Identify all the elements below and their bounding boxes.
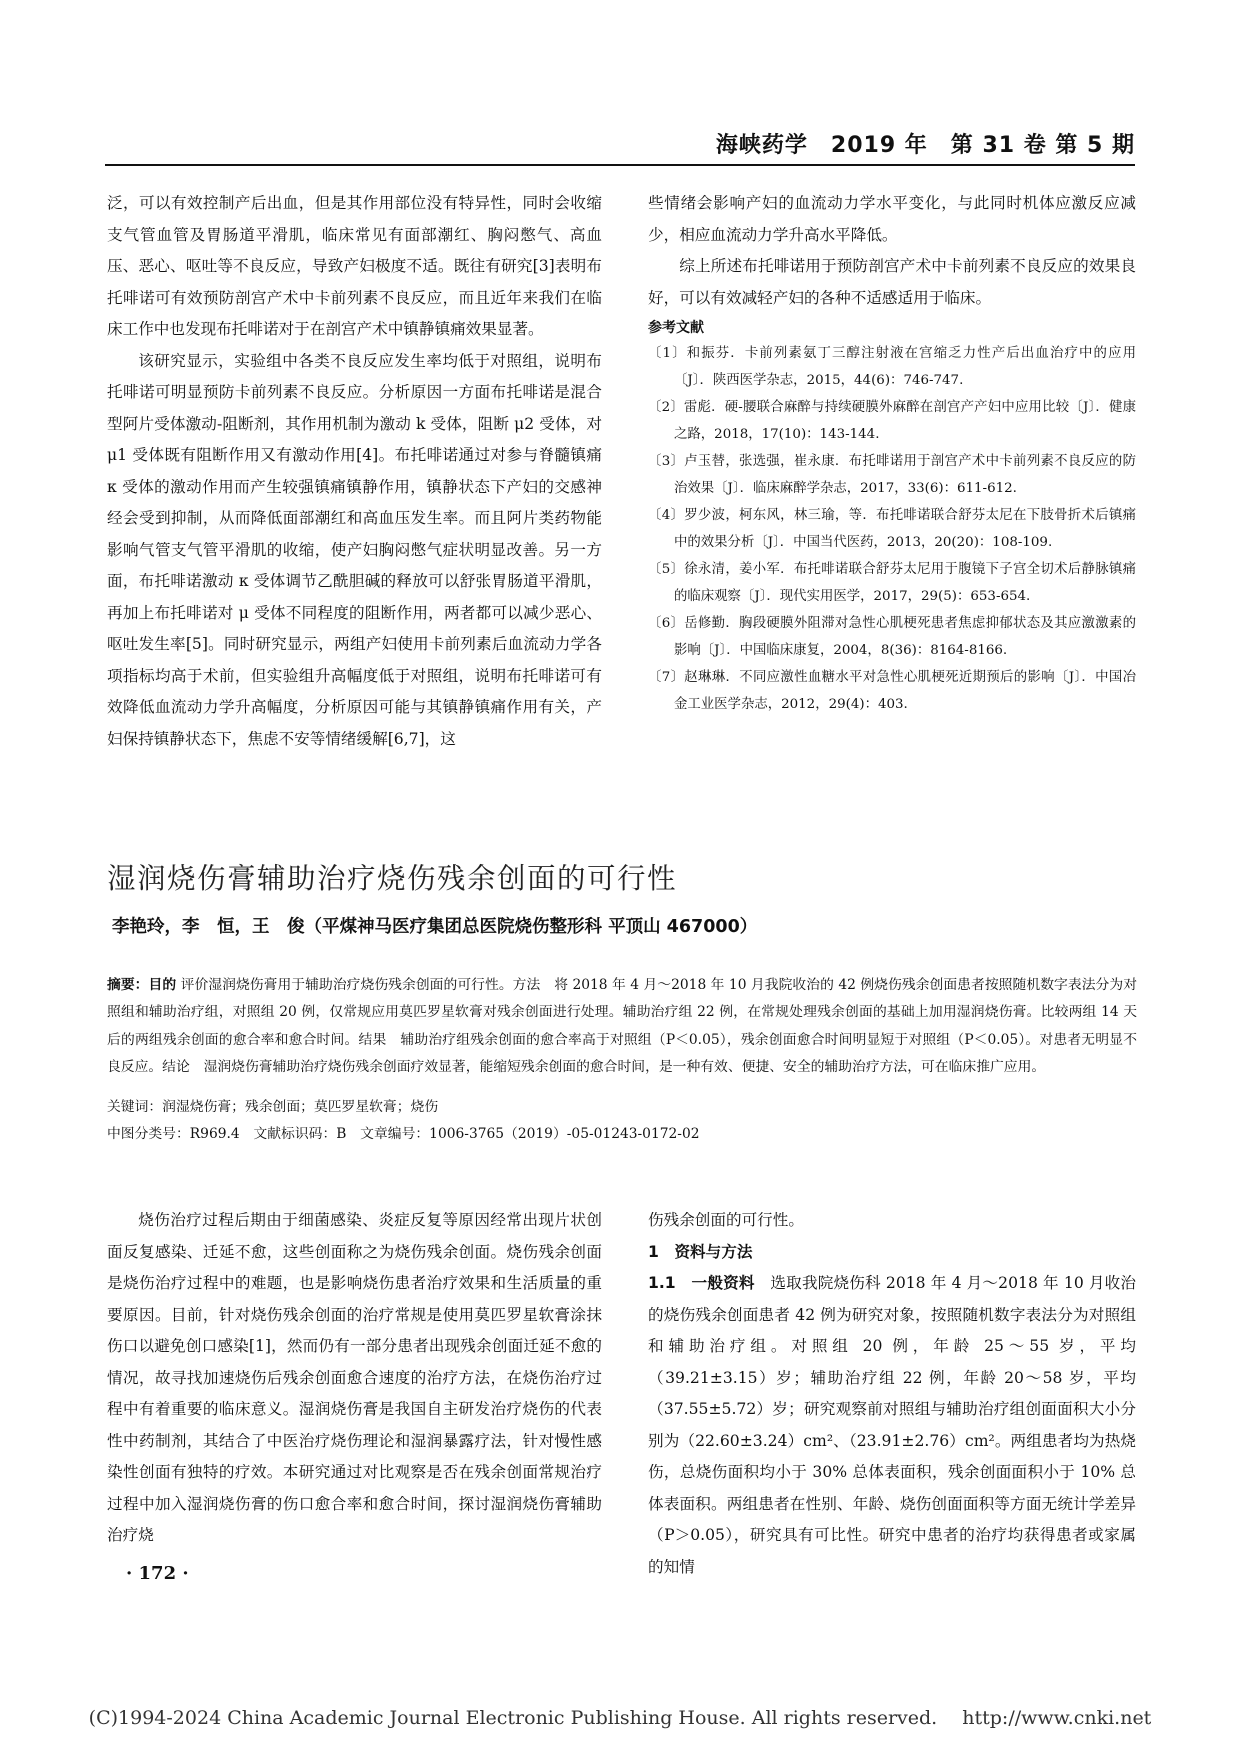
prev-conclusion-paragraph: 综上所述布托啡诺用于预防剖宫产术中卡前列素不良反应的效果良好，可以有效减轻产妇的各种不适感适用于临床。 [648,257,1136,307]
intro-paragraph: 烧伤治疗过程后期由于细菌感染、炎症反复等原因经常出现片状创面反复感染、迁延不愈，这些创面称之为烧伤残余创面。烧伤残余创面是烧伤治疗过程中的难题，也是影响烧伤患者治疗效果和生活质量的重要原因。目前，针对烧伤残余创面的治疗常规是使用莫匹罗星软膏涂抹伤口以避免创口感染[1]，然而仍有一部分患者出现残余创面迁延不愈的情况，故寻找加速烧伤后残余创面愈合速度的治疗方法，在烧伤治疗过程中有着重要的临床意义。湿润烧伤膏是我国自主研发治疗烧伤的代表性中药制剂，其结合了中医治疗烧伤理论和湿润暴露疗法，针对慢性感染性创面有独特的疗效。本研究通过对比观察是否在残余创面常规治疗过程中加入湿润烧伤膏的伤口愈合率和愈合时间，探讨湿润烧伤膏辅助治疗烧 [107,1211,602,1544]
article-right-column [648,1205,1136,1583]
prev-article-left-column [107,188,602,755]
reference-item: 〔7〕赵琳琳．不同应激性血糖水平对急性心肌梗死近期预后的影响〔J〕．中国冶金工业医学杂志，2012，29(4)：403. [648,670,1136,712]
reference-item: 〔5〕徐永清，姜小军．布托啡诺联合舒芬太尼用于腹镜下子宫全切术后静脉镇痛的临床观察〔J〕．现代实用医学，2017，29(5)：653-654. [648,562,1136,604]
section-heading: 1 资料与方法 [648,1242,753,1261]
reference-item: 〔3〕卢玉替，张选强，崔永康．布托啡诺用于剖宫产术中卡前列素不良反应的防治效果〔J〕．临床麻醉学杂志，2017，33(6)：611-612. [648,454,1136,496]
article-authors: 李艳玲，李 恒，王 俊（平煤神马医疗集团总医院烧伤整形科 平顶山 467000） [112,917,758,937]
reference-item: 〔6〕岳修勤．胸段硬膜外阻滞对急性心肌梗死患者焦虑抑郁状态及其应激激素的影响〔J〕．中国临床康复，2004，8(36)：8164-8166. [648,616,1136,658]
reference-item: 〔1〕和振芬．卡前列素氨丁三醇注射液在宫缩乏力性产后出血治疗中的应用〔J〕．陕西医学杂志，2015，44(6)：746-747. [648,346,1136,388]
page-number: · 172 · [126,1563,189,1584]
prev-paragraph-1: 泛，可以有效控制产后出血，但是其作用部位没有特异性，同时会收缩支气管血管及胃肠道平滑肌，临床常见有面部潮红、胸闷憋气、高血压、恶心、呕吐等不良反应，导致产妇极度不适。既往有研究[3]表明布托啡诺可有效预防剖宫产术中卡前列素不良反应，而且近年来我们在临床工作中也发现布托啡诺对于在剖宫产术中镇静镇痛效果显著。 [107,194,602,338]
abstract-label: 摘要：目的 [107,977,177,993]
prev-paragraph-2: 该研究显示，实验组中各类不良反应发生率均低于对照组，说明布托啡诺可明显预防卡前列素不良反应。分析原因一方面布托啡诺是混合型阿片受体激动-阻断剂，其作用机制为激动 k 受体，阻断 μ2 受体，对 μ1 受体既有阻断作用又有激动作用[4]。布托啡诺通过对参与脊髓镇痛 κ 受体的激动作用而产生较强镇痛镇静作用，镇静状态下产妇的交感神经会受到抑制，从而降低面部潮红和高血压发生率。而且阿片类药物能影响气管支气管平滑肌的收缩，使产妇胸闷憋气症状明显改善。另一方面，布托啡诺激动 κ 受体调节乙酰胆碱的释放可以舒张胃肠道平滑肌，再加上布托啡诺对 μ 受体不同程度的阻断作用，两者都可以减少恶心、呕吐发生率[5]。同时研究显示，两组产妇使用卡前列素后血流动力学各项指标均高于术前，但实验组升高幅度低于对照组，说明布托啡诺可有效降低血流动力学升高幅度，分析原因可能与其镇静镇痛作用有关，产妇保持镇静状态下，焦虑不安等情绪缓解[6,7]，这 [107,351,602,748]
prev-article-right-column [648,188,1136,718]
references-heading: 参考文献 [648,320,704,336]
reference-item: 〔2〕雷彪．硬-腰联合麻醉与持续硬膜外麻醉在剖宫产产妇中应用比较〔J〕．健康之路，2018，17(10)：143-144. [648,400,1136,442]
subsection-heading: 1.1 一般资料 [648,1274,755,1292]
intro-continuation: 伤残余创面的可行性。 [648,1211,804,1229]
article-title: 湿润烧伤膏辅助治疗烧伤残余创面的可行性 [107,862,678,895]
prev-right-paragraph-1: 些情绪会影响产妇的血流动力学水平变化，与此同时机体应激反应减少，相应血流动力学升高水平降低。 [648,194,1136,244]
copyright-footer: (C)1994-2024 China Academic Journal Electronic Publishing House. All rights reserved. http://www.cnki.net [88,1707,1152,1729]
abstract-body: 评价湿润烧伤膏用于辅助治疗烧伤残余创面的可行性。方法 将 2018 年 4 月～2018 年 10 月我院收治的 42 例烧伤残余创面患者按照随机数字表法分为对照组和辅助治疗组，对照组 20 例，仅常规应用莫匹罗星软膏对残余创面进行处理。辅助治疗组 22 例，在常规处理残余创面的基础上加用湿润烧伤膏。比较两组 14 天后的两组残余创面的愈合率和愈合时间。结果 辅助治疗组残余创面的愈合率高于对照组（P＜0.05），残余创面愈合时间明显短于对照组（P＜0.05）。对患者无明显不良反应。结论 湿润烧伤膏辅助治疗烧伤残余创面疗效显著，能缩短残余创面的愈合时间，是一种有效、便捷、安全的辅助治疗方法，可在临床推广应用。 [107,977,1138,1075]
reference-item: 〔4〕罗少波，柯东风，林三瑜，等．布托啡诺联合舒芬太尼在下肢骨折术后镇痛中的效果分析〔J〕．中国当代医药，2013，20(20)：108-109. [648,508,1136,550]
running-header: 海峡药学 2019 年 第 31 卷 第 5 期 [715,133,1135,158]
keywords: 关键词：润湿烧伤膏；残余创面；莫匹罗星软膏；烧伤 [107,1099,439,1115]
header-rule [105,164,1135,166]
classification-line: 中图分类号：R969.4 文献标识码：B 文章编号：1006-3765（2019）-05-01243-0172-02 [107,1126,700,1142]
article-left-column [107,1205,602,1552]
methods-paragraph: 选取我院烧伤科 2018 年 4 月～2018 年 10 月收治的烧伤残余创面患者 42 例为研究对象，按照随机数字表法分为对照组和辅助治疗组。对照组 20 例，年龄 25～55 岁，平均（39.21±3.15）岁；辅助治疗组 22 例，年龄 20～58 岁，平均（37.55±5.72）岁；研究观察前对照组与辅助治疗组创面面积大小分别为（22.60±3.24）cm²、（23.91±2.76）cm²。两组患者均为热烧伤，总烧伤面积均小于 30% 总体表面积，残余创面面积小于 10% 总体表面积。两组患者在性别、年龄、烧伤创面面积等方面无统计学差异（P＞0.05），研究具有可比性。研究中患者的治疗均获得患者或家属的知情 [648,1274,1136,1576]
article-abstract [107,972,1137,1081]
